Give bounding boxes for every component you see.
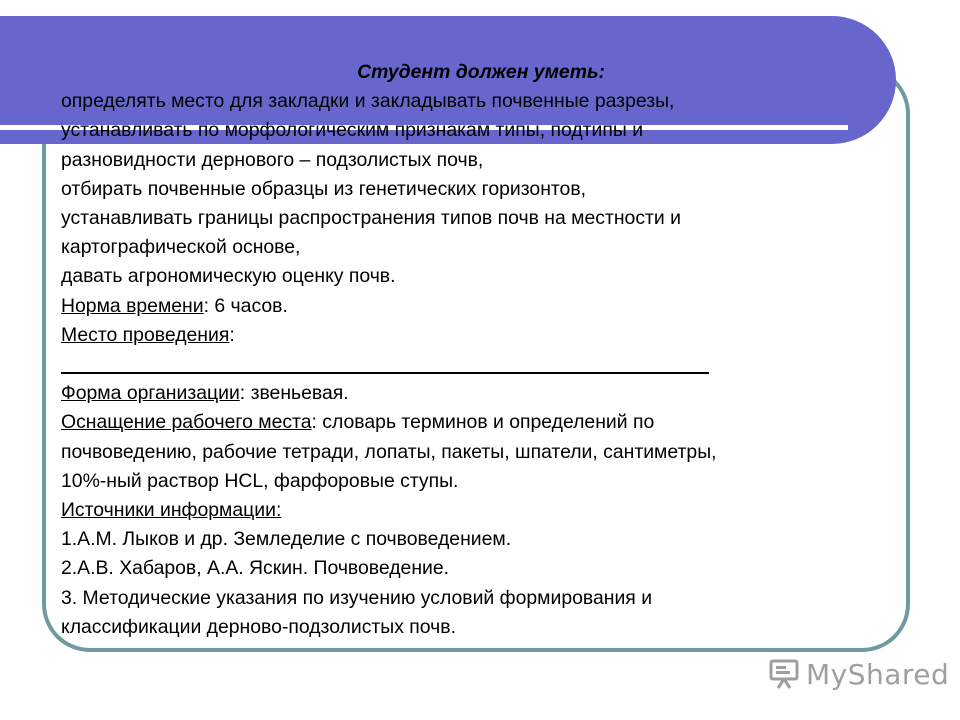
equipment-line: 10%-ный раствор HCL, фарфоровые ступы. bbox=[61, 469, 459, 492]
venue-label: Место проведения bbox=[61, 323, 230, 346]
skill-line: разновидности дернового – подзолистых почв, bbox=[61, 148, 484, 171]
form-label: Форма организации bbox=[61, 382, 240, 405]
blank-fill-line bbox=[61, 350, 709, 379]
slide-heading: Студент должен уметь: bbox=[357, 61, 605, 83]
equipment-line: почвоведению, рабочие тетради, лопаты, пакеты, шпатели, сантиметры, bbox=[61, 440, 717, 463]
watermark-logo bbox=[768, 656, 949, 692]
presentation-board-icon bbox=[768, 658, 802, 690]
sources-label bbox=[61, 496, 901, 525]
skill-line: устанавливать по морфологическим признакам типы, подтипы и bbox=[61, 119, 644, 142]
organization-form bbox=[61, 379, 901, 408]
venue-value: : bbox=[229, 323, 235, 346]
source-item: 3. Методические указания по изучению условий формирования и bbox=[61, 586, 653, 609]
source-item: 1.А.М. Лыков и др. Земледелие с почвоведением. bbox=[61, 528, 512, 551]
watermark-text: MyShared bbox=[806, 657, 950, 691]
slide-content bbox=[61, 58, 901, 642]
form-value: : звеньевая. bbox=[239, 382, 349, 405]
equipment bbox=[61, 408, 901, 437]
skill-line: определять место для закладки и закладывать почвенные разрезы, bbox=[61, 90, 675, 113]
time-norm bbox=[61, 292, 901, 321]
source-item: классификации дерново-подзолистых почв. bbox=[61, 615, 456, 638]
skill-line: устанавливать границы распространения типов почв на местности и bbox=[61, 207, 681, 230]
equipment-value: : словарь терминов и определений по bbox=[311, 411, 655, 434]
time-norm-value: : 6 часов. bbox=[203, 294, 288, 317]
venue bbox=[61, 321, 901, 350]
skill-line: картографической основе, bbox=[61, 236, 301, 259]
equipment-label: Оснащение рабочего места bbox=[61, 411, 312, 434]
skill-line: давать агрономическую оценку почв. bbox=[61, 265, 396, 288]
source-item: 2.А.В. Хабаров, А.А. Яскин. Почвоведение. bbox=[61, 557, 450, 580]
sources-label-text: Источники информации: bbox=[61, 499, 282, 522]
time-norm-label: Норма времени bbox=[61, 294, 204, 317]
skill-line: отбирать почвенные образцы из генетических горизонтов, bbox=[61, 177, 587, 200]
